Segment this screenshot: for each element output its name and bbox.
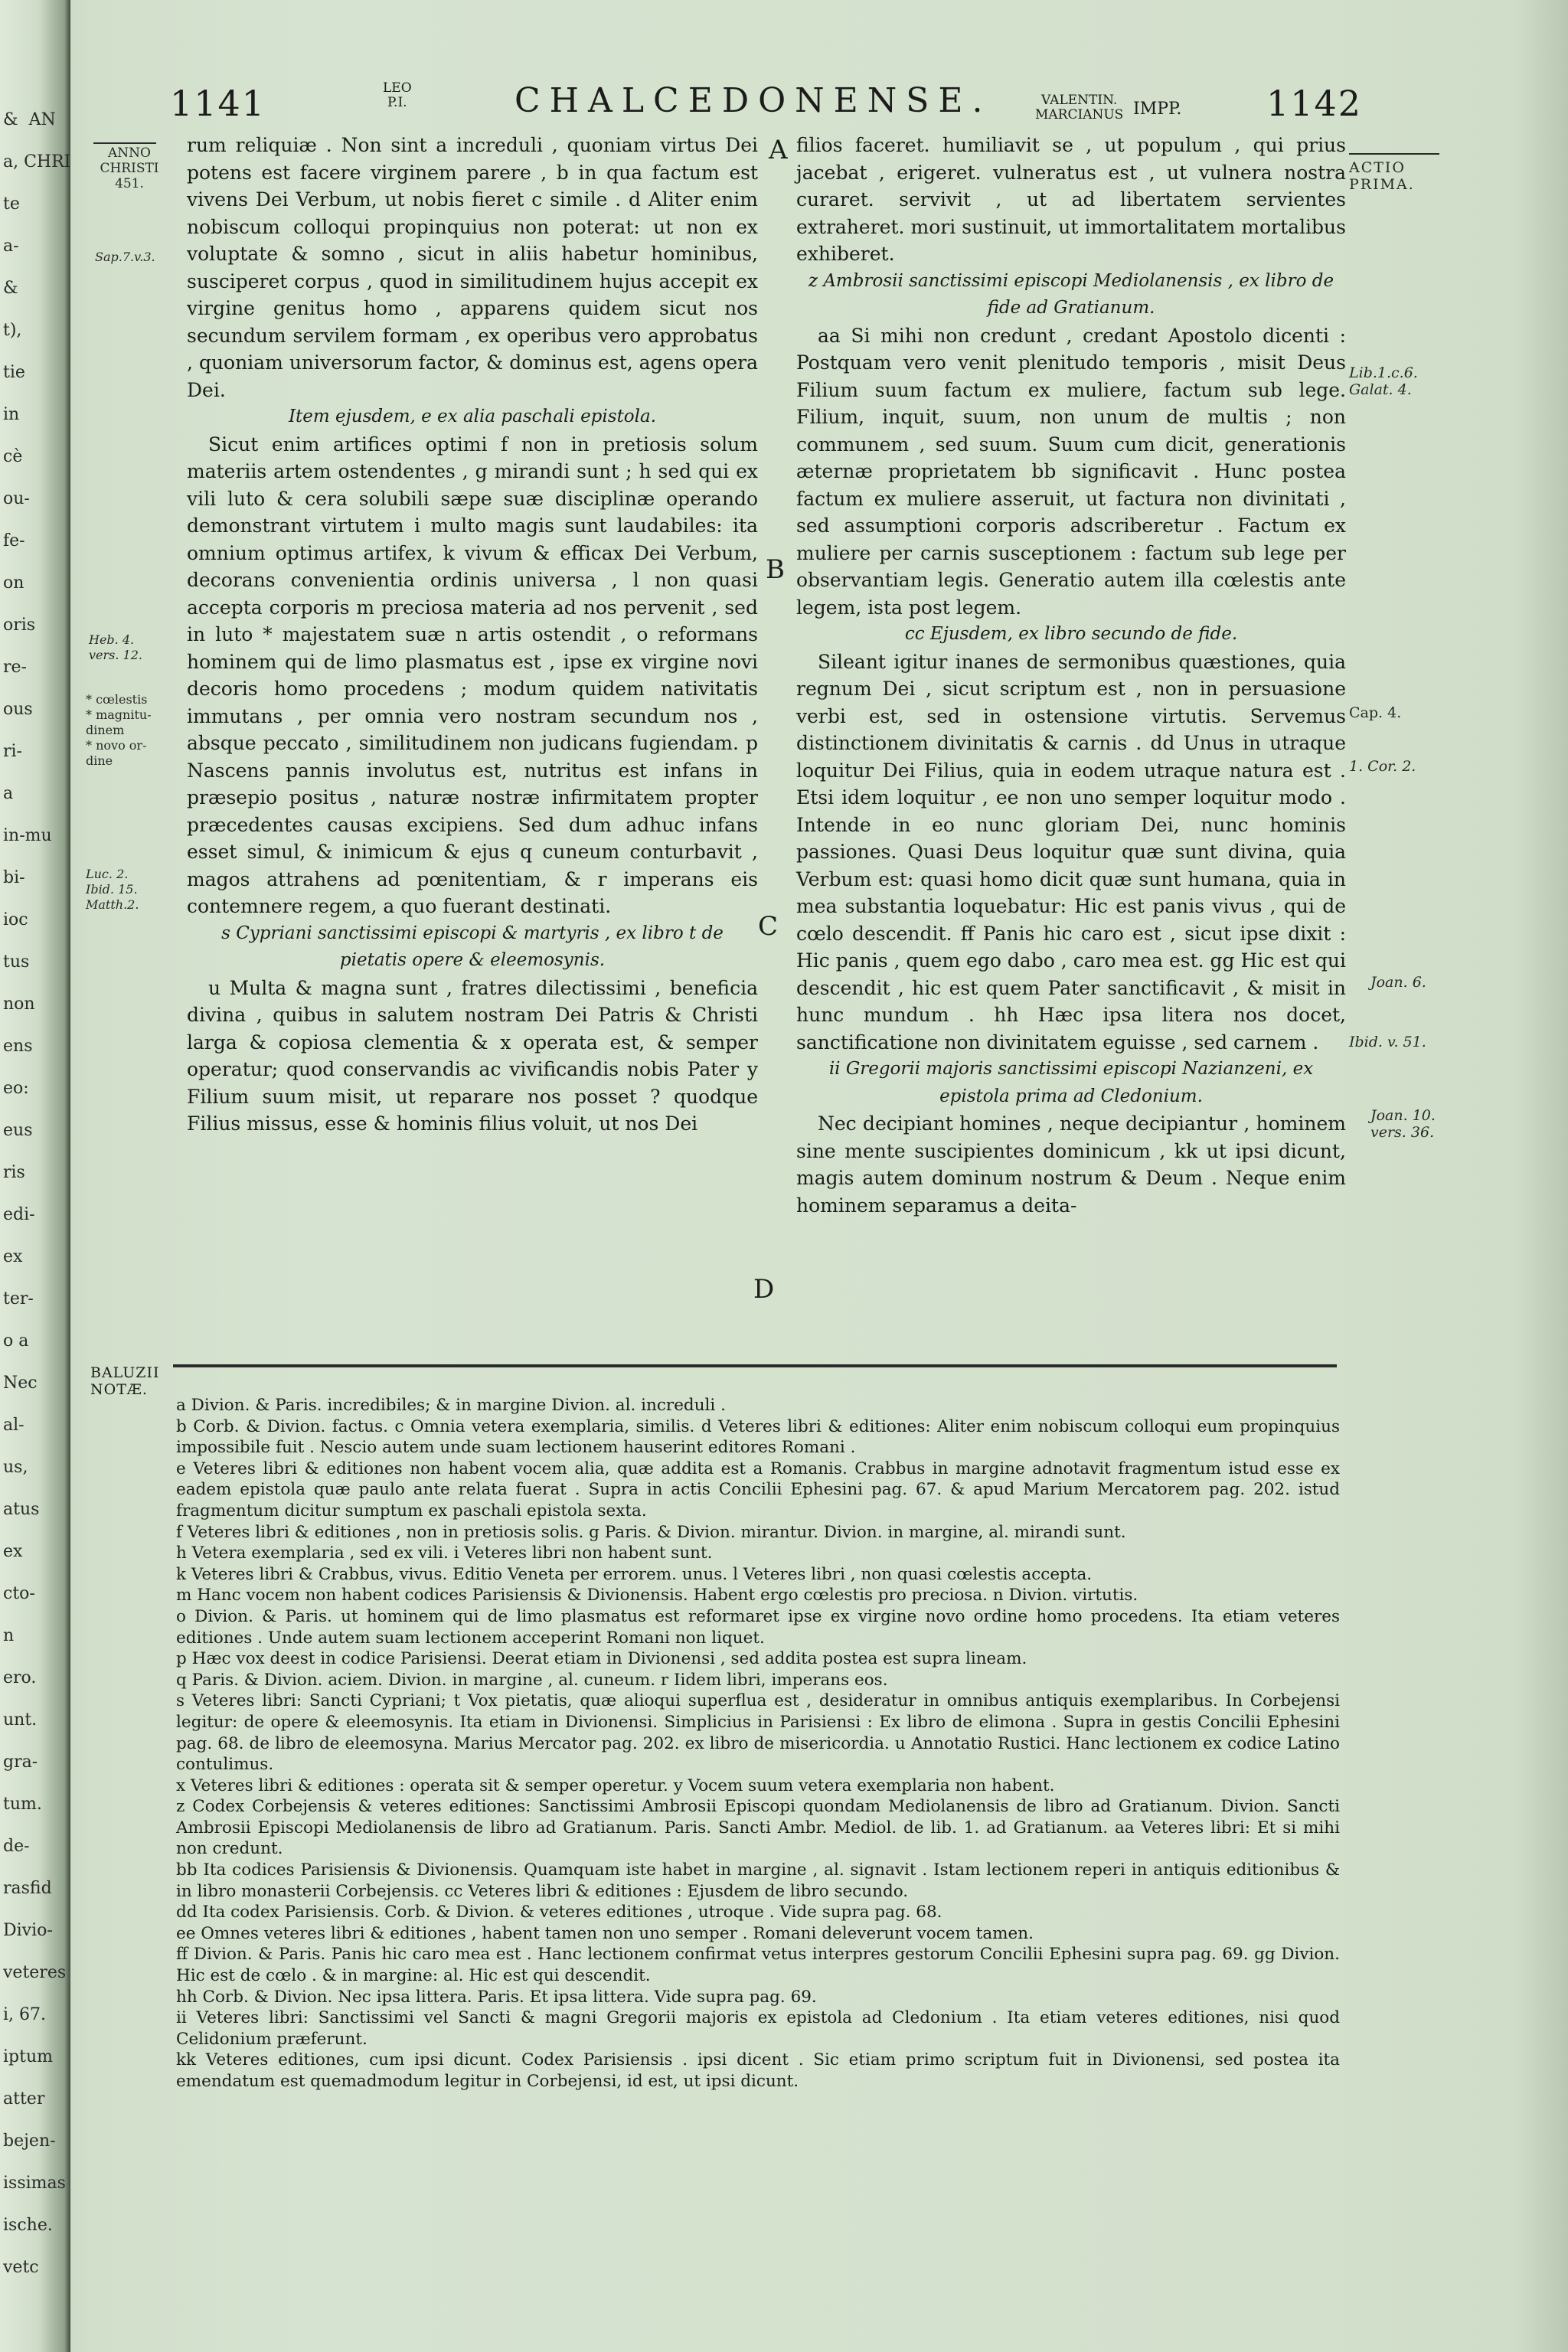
gutter-fragment: n [3, 1626, 15, 1645]
gutter-fragment: iptum [3, 2047, 53, 2066]
footnote: z Codex Corbejensis & veteres editiones: Sanctissimi Ambrosii Episcopi quondam Mediolanensis de libro ad Gratianum. Divion. Sancti Ambrosii Episcopi Mediolanensis de libro ad Gratianum. Paris. Sancti Ambr. Mediol. de lib. 1. ad Gratianum. aa Veteres libri: Et si mihi non credunt. [176, 1797, 1340, 1859]
page-title: CHALCEDONENSE. [514, 81, 992, 120]
footnote: ff Divion. & Paris. Panis hic caro mea est . Hanc lectionem confirmat vetus interpres gestorum Concilii Ephesini supra pag. 69. gg Divion. Hic est de cœlo . & in margine: al. Hic est qui descendit. [176, 1945, 1340, 1986]
margin-ref-ibid: Ibid. v. 51. [1349, 1034, 1426, 1050]
left-heading-1: Item ejusdem, e ex alia paschali epistola. [288, 407, 657, 426]
margin-ref-joan10: Joan. 10. vers. 36. [1370, 1107, 1436, 1141]
footnote: p Hæc vox deest in codice Parisiensi. Deerat etiam in Divionensi , sed addita postea est supra lineam. [176, 1649, 1027, 1669]
left-column [187, 132, 758, 1341]
right-heading-2: cc Ejusdem, ex libro secundo de fide. [904, 624, 1238, 644]
gutter-fragment: ter- [3, 1289, 34, 1308]
left-paragraph-3: u Multa & magna sunt , fratres dilectissimi , beneficia divina , quibus in salutem nostram Dei Patris & Christi larga & copiosa clementia & x operata est, & semper operatur; quod conservandis ac vivificandis nobis Pater y Filium suum misit, ut reparare nos posset ? quodque Filius missus, esse & hominis filius voluit, ut nos Dei [187, 976, 758, 1135]
leo-label: LEO P.I. [383, 80, 412, 110]
gutter-fragment: Nec [3, 1374, 38, 1393]
footnote: a Divion. & Paris. incredibiles; & in margine Divion. al. increduli . [176, 1396, 726, 1415]
gutter-fragment: cè [3, 447, 23, 466]
gutter-fragment: fe- [3, 531, 25, 550]
footnote: f Veteres libri & editiones , non in pretiosis solis. g Paris. & Divion. mirantur. Divion. in margine, al. mirandi sunt. [176, 1522, 1126, 1542]
left-paragraph-2: Sicut enim artifices optimi f non in pretiosis solum materiis artem ostendentes , g mirandi sunt ; h sed qui ex vili luto & cera solubili sæpe suæ disciplinæ operando demonstrant virtutem i multo magis sunt laudabiles: ita omnium optimus artifex, k vivum & efficax Dei Verbum, decorans convenientia ordinis universa , l non quasi accepta corporis m preciosa materia ad nos pervenit , sed in luto * majestatem suæ n artis ostendit , o reformans hominem qui de limo plasmatus est , ipse ex virgine novi decoris homo procedens ; modum quidem nativitatis immutans , per omnia vero nostram secundum nos , absque peccato , similitudinem non judicans fugiendam. p Nascens pannis involutus est, nutritus est infans in præsepio positus , naturæ nostræ infirmitatem propter præcedentes causas excipiens. Sed dum adhuc infans esset simul, & inimicum & ejus q cuneum conturbavit , magos attrahens ad pœnitentiam, & r imperans eis contemnere regem, a quo fuerant destinati. [187, 433, 758, 917]
footnote: x Veteres libri & editiones : operata sit & semper operetur. y Vocem suum vetera exemplaria non habent. [176, 1775, 1055, 1795]
section-letter-a: A [769, 135, 788, 165]
gutter-fragment: & AN [3, 110, 56, 129]
footnote: ii Veteres libri: Sanctissimi vel Sancti & magni Gregorii majoris ex epistola ad Cledonium . Ita etiam veteres editiones, nisi quod Celidonium præferunt. [176, 2008, 1340, 2049]
footnote: h Vetera exemplaria , sed ex vili. i Veteres libri non habent sunt. [176, 1544, 713, 1563]
gutter-fragment: non [3, 995, 35, 1014]
gutter-fragment: tie [3, 363, 25, 382]
right-paragraph-2: aa Si mihi non credunt , credant Apostolo dicenti : Postquam vero venit plenitudo temporis , misit Deus Filium suum factum ex muliere, factum sub lege. Filium, inquit, suum, non unum de multis ; non communem , sed suum. Suum cum dicit, generationis æternæ proprietatem bb significavit . Hunc postea factum ex muliere asseruit, ut factura non divinitati , sed assumptioni corporis adscriberetur . Factum ex muliere per carnis susceptionem : factum sub lege per observantiam legis. Generatio autem illa cœlestis ante legem, ista post legem. [796, 324, 1346, 619]
gutter-fragment: rasfid [3, 1879, 52, 1898]
margin-ref-luc: Luc. 2. Ibid. 15. Matth.2. [86, 867, 139, 912]
gutter-fragment: on [3, 573, 24, 593]
page-edge-shadow [1514, 0, 1568, 2352]
actio-prima: ACTIO PRIMA. [1349, 159, 1415, 193]
notes-heading: BALUZII NOTÆ. [90, 1364, 160, 1398]
right-paragraph-4: Nec decipiant homines , neque decipiantur , hominem sine mente suscipientes dominicum , kk ut ipsi dicunt, magis autem dominum nostrum & Deum . Neque enim hominem separamus a deita- [796, 1112, 1346, 1217]
footnote: bb Ita codices Parisiensis & Divionensis. Quamquam iste habet in margine , al. signavit . Istam lectionem reperi in antiquis editionibus & in libro monasterii Corbejensis. cc Veteres libri & editiones : Ejusdem de libro secundo. [176, 1860, 1340, 1901]
gutter-fragment: us, [3, 1458, 28, 1477]
gutter-fragment: i, 67. [3, 2005, 47, 2024]
emperors-label: VALENTIN. MARCIANUS [1035, 93, 1124, 122]
margin-variants: * cœlestis * magnitu- dinem * novo or- dine [86, 692, 152, 768]
margin-ref-cor: 1. Cor. 2. [1349, 758, 1416, 775]
margin-ref-joan6: Joan. 6. [1370, 974, 1426, 991]
gutter-fragment: ou- [3, 489, 30, 508]
gutter-fragment: bejen- [3, 2132, 56, 2151]
gutter-fragment: in [3, 405, 20, 424]
gutter-fragment: t), [3, 321, 22, 340]
right-paragraph-1: filios faceret. humiliavit se , ut populum , qui prius jacebat , erigeret. vulneratus est , ut vulnera nostra curaret. servivit , ut ad libertatem servientes extraheret. mori sustinuit, ut immortalitatem mortalibus exhiberet. [796, 134, 1346, 265]
footnote: kk Veteres editiones, cum ipsi dicunt. Codex Parisiensis . ipsi dicent . Sic etiam primo scriptum fuit in Divionensi, sed postea ita emendatum est quemadmodum legitur in Corbejensi, id est, ut ipsi dicunt. [176, 2050, 1340, 2091]
gutter-fragment: ioc [3, 910, 28, 929]
impp-label: IMPP. [1133, 100, 1182, 119]
margin-ref-cap: Cap. 4. [1349, 704, 1402, 721]
gutter-fragment: atter [3, 2089, 45, 2109]
footnote: k Veteres libri & Crabbus, vivus. Editio Veneta per errorem. unus. l Veteres libri , non quasi cœlestis accepta. [176, 1564, 1093, 1584]
gutter-fragment: unt. [3, 1710, 38, 1730]
footnote: s Veteres libri: Sancti Cypriani; t Vox pietatis, quæ alioqui superflua est , desideratur in omnibus antiquis exemplaribus. In Corbejensi legitur: de opere & eleemosynis. Ita etiam in Divionensi. Simplicius in Parisiensi : Ex libro de elimona . Supra in gestis Concilii Ephesini pag. 68. de libro de eleemosyna. Marius Mercator pag. 202. ex libro de misericordia. u Annotatio Rustici. Hanc lectionem ex codice Latino contulimus. [176, 1691, 1340, 1775]
actio-rule [1349, 153, 1439, 155]
gutter-fragment: al- [3, 1416, 24, 1435]
gutter-fragment: tum. [3, 1795, 42, 1814]
gutter-fragment: veteres [3, 1963, 67, 1982]
gutter-fragment: atus [3, 1500, 40, 1519]
gutter-fragment: eus [3, 1121, 33, 1140]
gutter-fragment: cto- [3, 1584, 35, 1603]
gutter-fragment: bi- [3, 868, 25, 887]
right-heading-1: z Ambrosii sanctissimi episcopi Mediolanensis , ex libro de fide ad Gratianum. [808, 270, 1334, 318]
gutter-fragment: ous [3, 700, 33, 719]
gutter-fragment: o a [3, 1331, 29, 1351]
margin-ref-lib: Lib.1.c.6. Galat. 4. [1349, 364, 1418, 398]
gutter-fragment: oris [3, 616, 36, 635]
gutter-fragment: vetc [3, 2258, 39, 2277]
footnote: ee Omnes veteres libri & editiones , habent tamen non uno semper . Romani deleverunt vocem tamen. [176, 1923, 1034, 1943]
gutter-fragment: eo: [3, 1079, 29, 1098]
gutter-fragment: ens [3, 1037, 33, 1056]
gutter-fragment: issimas [3, 2174, 66, 2193]
section-letter-d: D [753, 1274, 775, 1305]
gutter-fragment: a [3, 784, 14, 803]
section-letter-c: C [758, 911, 779, 942]
margin-ref-sap: Sap.7.v.3. [95, 250, 155, 264]
anno-christi: ANNO CHRISTI 451. [100, 145, 159, 191]
footnote: hh Corb. & Divion. Nec ipsa littera. Paris. Et ipsa littera. Vide supra pag. 69. [176, 1987, 817, 2007]
footnote: dd Ita codex Parisiensis. Corb. & Divion. & veteres editiones , utroque . Vide supra pag. 68. [176, 1903, 942, 1922]
gutter-fragment: Divio- [3, 1921, 53, 1940]
gutter-fragment: gra- [3, 1753, 38, 1772]
gutter-fragment: in-mu [3, 826, 52, 845]
left-heading-2: s Cypriani sanctissimi episcopi & martyris , ex libro t de pietatis opere & eleemosynis. [221, 923, 724, 970]
gutter-fragment: a- [3, 237, 19, 256]
right-heading-3: ii Gregorii majoris sanctissimi episcopi Nazianzeni, ex epistola prima ad Cledonium. [828, 1059, 1314, 1106]
gutter-fragment: re- [3, 658, 27, 677]
gutter-fragment: edi- [3, 1205, 35, 1224]
gutter-fragment: te [3, 194, 20, 214]
footnote: q Paris. & Divion. aciem. Divion. in margine , al. cuneum. r Iidem libri, imperans eos. [176, 1670, 888, 1690]
gutter-fragment: ex [3, 1542, 23, 1561]
page-number-left: 1141 [170, 83, 266, 124]
footnote: e Veteres libri & editiones non habent vocem alia, quæ addita est a Romanis. Crabbus in margine adnotavit fragmentum istud esse ex eadem epistola quæ paulo ante relata fuerat . Supra in actis Concilii Ephesini pag. 67. & apud Marium Mercatorem pag. 202. istud fragmentum dicitur sumptum ex paschali epistola sexta. [176, 1459, 1340, 1521]
gutter-fragment: ische. [3, 2216, 53, 2235]
anno-rule [93, 142, 156, 144]
gutter-fragment: & [3, 279, 18, 298]
notes-divider [173, 1364, 1337, 1367]
right-column [796, 132, 1346, 1341]
footnote: o Divion. & Paris. ut hominem qui de limo plasmatus est reformaret ipse ex virgine novo ordine homo procedens. Ita etiam veteres editiones . Unde autem suam lectionem acceperint Romani non liquet. [176, 1606, 1340, 1648]
page-number-right: 1142 [1266, 83, 1363, 124]
gutter-fragment: ri- [3, 742, 22, 761]
left-paragraph-1: rum reliquiæ . Non sint a increduli , quoniam virtus Dei potens est facere virginem parere , b in qua factum est vivens Dei Verbum, ut nobis fieret c simile . d Aliter enim nobiscum colloqui propinquius non poterat: ut non ex voluptate & somno , sicut in aliis habetur hominibus, susciperet corpus , quod in similitudinem hujus accepit ex virgine genitus homo , apparens quidem sicut nos secundum servilem formam , ex operibus vero approbatus , quoniam universorum factor, & dominus est, agens opera Dei. [187, 134, 758, 401]
right-paragraph-3: Sileant igitur inanes de sermonibus quæstiones, quia regnum Dei , sicut scriptum est , non in persuasione verbi est, sed in ostensione virtutis. Servemus distinctionem divinitatis & carnis . dd Unus in utraque loquitur Dei Filius, quia in eodem utraque natura est . Etsi idem loquitur , ee non uno semper loquitur modo . Intende in eo nunc gloriam Dei, nunc hominis passiones. Quasi Deus loquitur quæ sunt divina, quia Verbum est: quasi homo dicit quæ sunt humana, quia in mea substantia loquebatur: Hic est panis vivus , qui de cœlo descendit. ff Panis hic caro est , sicut ipse dixit : Hic panis , quem ego dabo , caro mea est. gg Hic est qui descendit , hic est quem Pater sanctificavit , & misit in hunc mundum . hh Hæc ipsa litera nos docet, sanctificatione non divinitatem eguisse , sed carnem . [796, 650, 1346, 1054]
gutter-fragment: ris [3, 1163, 25, 1182]
footnote: m Hanc vocem non habent codices Parisiensis & Divionensis. Habent ergo cœlestis pro preciosa. n Divion. virtutis. [176, 1586, 1138, 1606]
section-letter-b: B [766, 554, 785, 585]
gutter-fragment: tus [3, 952, 30, 972]
gutter-fragment: ex [3, 1247, 23, 1266]
footnote: b Corb. & Divion. factus. c Omnia vetera exemplaria, similis. d Veteres libri & editiones: Aliter enim nobiscum colloqui eum propinquius impossibile fuit . Nescio autem unde suam lectionem hauserint editores Romani . [176, 1416, 1340, 1458]
margin-ref-heb: Heb. 4. vers. 12. [89, 632, 142, 662]
baluzii-notes [176, 1395, 1340, 2092]
gutter-fragment: ero. [3, 1668, 37, 1687]
gutter-fragment: a, CHRI [3, 152, 71, 172]
gutter-fragment: de- [3, 1837, 30, 1856]
